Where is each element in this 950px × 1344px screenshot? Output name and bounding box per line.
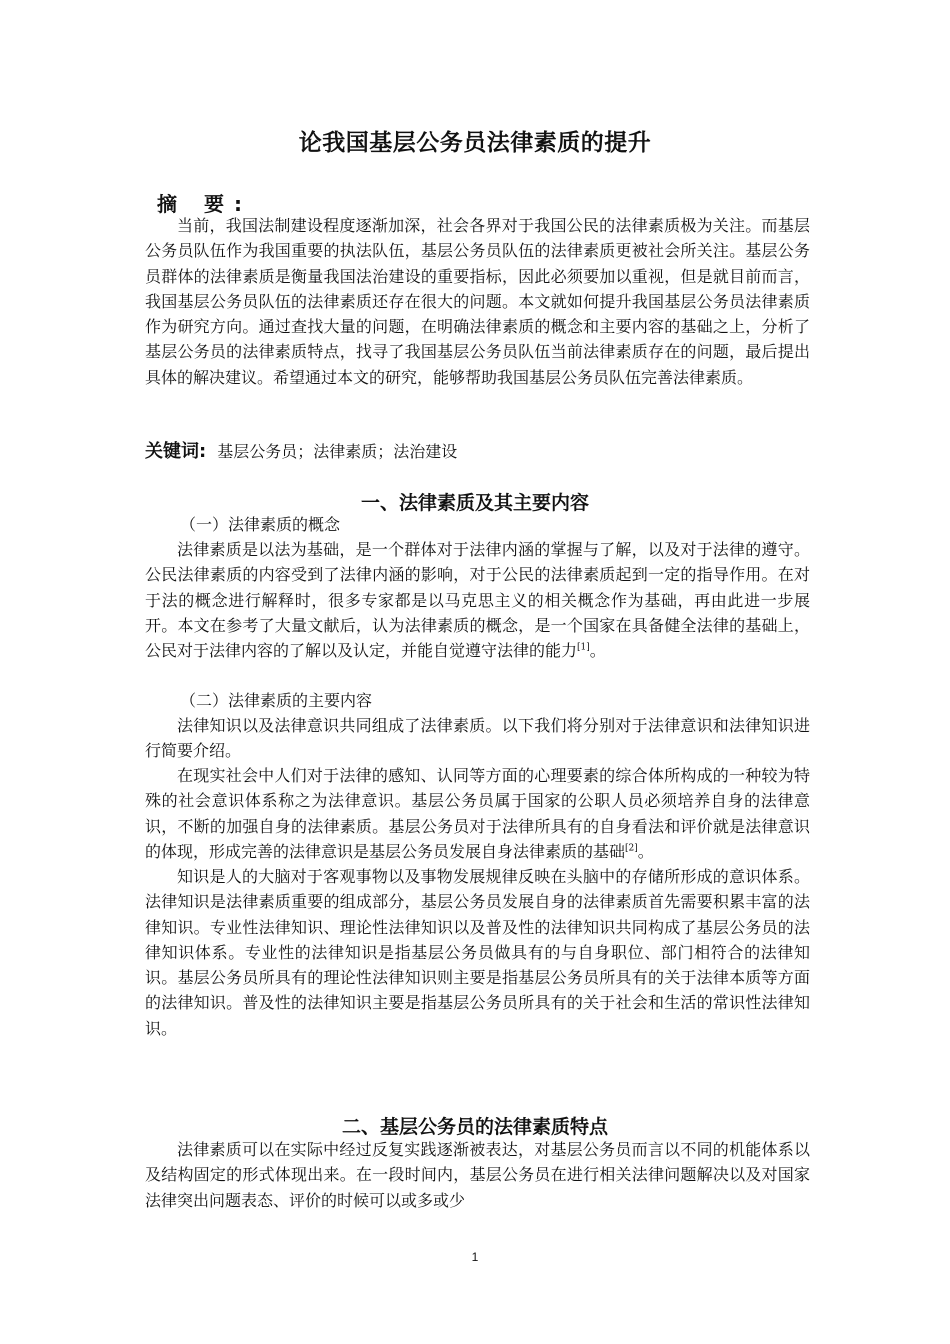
- paragraph-5: 法律素质可以在实际中经过反复实践逐渐被表达，对基层公务员而言以不同的机能体系以及结构固定的形式体现出来。在一段时间内，基层公务员在进行相关法律问题解决以及对国家法律突出问题表态、评价的时候可以或多或少: [145, 1140, 810, 1210]
- section-heading-1: 一、法律素质及其主要内容: [360, 492, 589, 514]
- subsection-heading-1: （一）法律素质的概念: [180, 515, 341, 534]
- keywords-text: 基层公务员；法律素质；法治建设: [217, 442, 458, 461]
- paragraph-1-text: 法律素质是以法为基础，是一个群体对于法律内涵的掌握与了解，以及对于法律的遵守。公民法律素质的内容受到了法律内涵的影响，对于公民的法律素质起到一定的指导作用。在对于法的概念进行解释时，很多专家都是以马克思主义的相关概念作为基础，再由此进一步展开。本文在参考了大量文献后，认为法律素质的概念，是一个国家在具备健全法律的基础上，公民对于法律内容的了解以及认定，并能自觉遵守法律的能力: [145, 540, 810, 661]
- subsection-heading-2: （二）法律素质的主要内容: [180, 691, 373, 710]
- keywords-label: 关键词:: [145, 441, 207, 462]
- abstract-label: 摘 要:: [157, 192, 252, 216]
- citation-1: [1]: [577, 642, 590, 653]
- paragraph-4: 知识是人的大脑对于客观事物以及事物发展规律反映在头脑中的存储所形成的意识体系。法律知识是法律素质重要的组成部分，基层公务员发展自身的法律素质首先需要积累丰富的法律知识。专业性法律知识、理论性法律知识以及普及性的法律知识共同构成了基层公务员的法律知识体系。专业性的法律知识是指基层公务员做具有的与自身职位、部门相符合的法律知识。基层公务员所具有的理论性法律知识则主要是指基层公务员所具有的关于法律本质等方面的法律知识。普及性的法律知识主要是指基层公务员所具有的关于社会和生活的常识性法律知识。: [145, 867, 810, 1038]
- document-title: 论我国基层公务员法律素质的提升: [298, 130, 652, 156]
- paragraph-1: [145, 537, 810, 663]
- section-heading-2: 二、基层公务员的法律素质特点: [341, 1116, 608, 1138]
- citation-2: [2]: [625, 843, 638, 854]
- keywords-line: [145, 439, 457, 464]
- paragraph-3-text: 在现实社会中人们对于法律的感知、认同等方面的心理要素的综合体所构成的一种较为特殊的社会意识体系称之为法律意识。基层公务员属于国家的公职人员必须培养自身的法律意识，不断的加强自身的法律素质。基层公务员对于法律所具有的自身看法和评价就是法律意识的体现，形成完善的法律意识是基层公务员发展自身法律素质的基础: [145, 766, 810, 861]
- abstract-text: 当前，我国法制建设程度逐渐加深，社会各界对于我国公民的法律素质极为关注。而基层公务员队伍作为我国重要的执法队伍，基层公务员队伍的法律素质更被社会所关注。基层公务员群体的法律素质是衡量我国法治建设的重要指标，因此必须要加以重视，但是就目前而言，我国基层公务员队伍的法律素质还存在很大的问题。本文就如何提升我国基层公务员法律素质作为研究方向。通过查找大量的问题，在明确法律素质的概念和主要内容的基础之上，分析了基层公务员的法律素质特点，找寻了我国基层公务员队伍当前法律素质存在的问题，最后提出具体的解决建议。希望通过本文的研究，能够帮助我国基层公务员队伍完善法律素质。: [145, 216, 810, 387]
- paragraph-3: [145, 763, 810, 864]
- paragraph-2: 法律知识以及法律意识共同组成了法律素质。以下我们将分别对于法律意识和法律知识进行简要介绍。: [145, 716, 810, 761]
- paragraph-1-end: 。: [589, 641, 606, 661]
- paragraph-3-end: 。: [637, 841, 654, 861]
- page-number: 1: [471, 1250, 479, 1264]
